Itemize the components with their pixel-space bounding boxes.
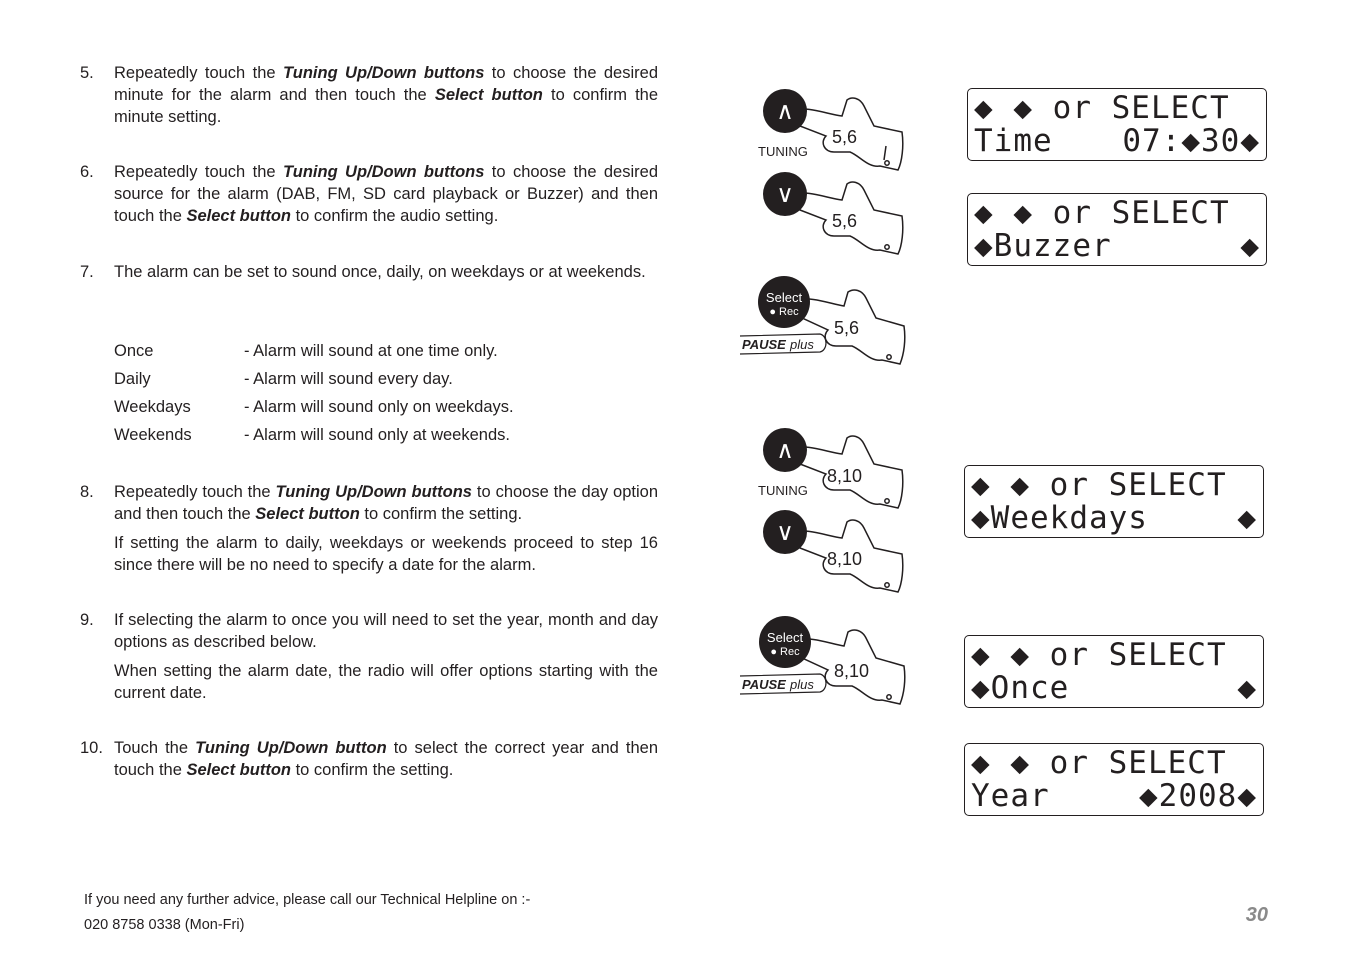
button-name-emphasis: Select button — [186, 761, 291, 779]
step-text: to choose the day option and then touch the — [114, 483, 658, 523]
step-text: Touch the — [114, 739, 196, 757]
option-name: Daily — [114, 370, 151, 388]
step-paragraph — [114, 481, 658, 525]
lcd-line-2: ◆Weekdays — [971, 500, 1148, 536]
step-text: to confirm the minute setting. — [114, 86, 659, 126]
button-name-emphasis: Select button — [434, 86, 543, 104]
step-text: to confirm the setting. — [359, 505, 523, 523]
lcd-line-2-value: ◆ — [1237, 670, 1257, 706]
tuning-label: TUNING — [758, 144, 808, 159]
button-name-emphasis: Tuning Up/Down button — [195, 739, 387, 757]
down-arrow-icon: ∨ — [776, 518, 794, 546]
step-ref-label: 5,6 — [834, 318, 860, 338]
step-text: to choose the desired minute for the alarm and then touch the — [114, 64, 658, 104]
step-ref-label: 5,6 — [832, 127, 858, 147]
plus-label: plus — [790, 677, 814, 692]
lcd-display-year — [964, 743, 1264, 816]
lcd-line-2: Year — [971, 778, 1050, 814]
step-paragraph — [114, 532, 658, 576]
tuning-up-button-illustration — [752, 424, 912, 514]
down-arrow-icon: ∨ — [776, 180, 794, 208]
option-name: Weekdays — [114, 398, 191, 416]
step-paragraph — [114, 261, 658, 283]
step-8 — [80, 481, 658, 576]
option-desc: - Alarm will sound every day. — [244, 370, 453, 388]
select-label: Select — [765, 290, 803, 305]
button-name-emphasis: Tuning Up/Down buttons — [282, 163, 485, 181]
option-desc: - Alarm will sound at one time only. — [244, 342, 498, 360]
option-name: Weekends — [114, 426, 192, 444]
lcd-line-2: ◆Buzzer — [974, 228, 1112, 264]
tuning-down-button-illustration — [752, 170, 912, 260]
lcd-line-2: Time — [974, 123, 1053, 159]
step-text: Repeatedly touch the — [114, 483, 276, 501]
lcd-display-buzzer — [967, 193, 1267, 266]
step-number: 10. — [80, 739, 103, 757]
step-text: to select the correct year and then touch the — [114, 739, 658, 779]
helpline-text: If you need any further advice, please call our Technical Helpline on :- — [84, 892, 531, 908]
lcd-display-weekdays — [964, 465, 1264, 538]
lcd-line-1: ◆ ◆ or SELECT — [974, 90, 1230, 126]
lcd-line-2: ◆Once — [971, 670, 1070, 706]
step-text: The alarm can be set to sound once, daily, on weekdays or at weekends. — [114, 263, 646, 281]
tuning-up-button-illustration — [752, 86, 912, 176]
lcd-line-2-value: ◆2008◆ — [1139, 778, 1257, 814]
button-name-emphasis: Select button — [255, 505, 360, 523]
tuning-down-button-illustration — [752, 508, 912, 598]
step-5 — [80, 62, 658, 128]
step-ref-label: 8,10 — [834, 661, 870, 681]
up-arrow-icon: ∧ — [776, 97, 794, 125]
helpline-number: 020 8758 0338 (Mon-Fri) — [84, 917, 245, 933]
option-desc: - Alarm will sound only at weekends. — [244, 426, 510, 444]
step-text: If setting the alarm to daily, weekdays or weekends proceed to step 16 since there will be no need to specify a date for the alarm. — [114, 534, 658, 574]
lcd-line-1: ◆ ◆ or SELECT — [971, 745, 1227, 781]
select-button-illustration — [736, 614, 916, 710]
lcd-line-1: ◆ ◆ or SELECT — [971, 637, 1227, 673]
step-number: 6. — [80, 163, 94, 181]
up-arrow-icon: ∧ — [776, 436, 794, 464]
page-number: 30 — [1245, 904, 1268, 926]
step-paragraph — [114, 737, 658, 781]
step-text: to confirm the audio setting. — [291, 207, 499, 225]
plus-label: plus — [790, 337, 814, 352]
option-name: Once — [114, 342, 154, 360]
step-text: Repeatedly touch the — [114, 64, 283, 82]
step-number: 5. — [80, 64, 94, 82]
step-6 — [80, 161, 658, 227]
lcd-display-time — [967, 88, 1267, 161]
step-ref-label: 8,10 — [827, 466, 863, 486]
pause-label: PAUSE — [742, 337, 786, 352]
step-number: 9. — [80, 611, 94, 629]
step-number: 7. — [80, 263, 94, 281]
button-name-emphasis: Select button — [186, 207, 291, 225]
step-number: 8. — [80, 483, 94, 501]
step-10 — [80, 737, 658, 781]
step-9 — [80, 609, 658, 704]
step-ref-label: 5,6 — [832, 211, 858, 231]
option-desc: - Alarm will sound only on weekdays. — [244, 398, 514, 416]
step-paragraph — [114, 161, 658, 227]
step-ref-label: 8,10 — [827, 549, 863, 569]
step-paragraph — [114, 609, 658, 653]
lcd-line-1: ◆ ◆ or SELECT — [974, 195, 1230, 231]
select-button-illustration — [736, 274, 916, 370]
lcd-line-1: ◆ ◆ or SELECT — [971, 467, 1227, 503]
step-paragraph — [114, 62, 658, 128]
lcd-line-2-value: 07:◆30◆ — [1122, 123, 1260, 159]
tuning-label: TUNING — [758, 483, 808, 498]
lcd-display-once — [964, 635, 1264, 708]
step-text: If selecting the alarm to once you will need to set the year, month and day options as described below. — [114, 611, 658, 651]
pause-label: PAUSE — [742, 677, 786, 692]
step-text: to choose the desired source for the alarm (DAB, FM, SD card playback or Buzzer) and then touch the — [114, 163, 658, 225]
step-text: Repeatedly touch the — [114, 163, 283, 181]
lcd-line-2-value: ◆ — [1240, 228, 1260, 264]
rec-label: ● Rec — [769, 306, 799, 318]
step-paragraph — [114, 660, 658, 704]
rec-label: ● Rec — [770, 646, 800, 658]
step-text: to confirm the setting. — [291, 761, 454, 779]
button-name-emphasis: Tuning Up/Down buttons — [275, 483, 472, 501]
lcd-line-2-value: ◆ — [1237, 500, 1257, 536]
select-label: Select — [766, 630, 804, 645]
button-name-emphasis: Tuning Up/Down buttons — [282, 64, 485, 82]
step-text: When setting the alarm date, the radio will offer options starting with the current date. — [114, 662, 658, 702]
step-7 — [80, 261, 658, 283]
